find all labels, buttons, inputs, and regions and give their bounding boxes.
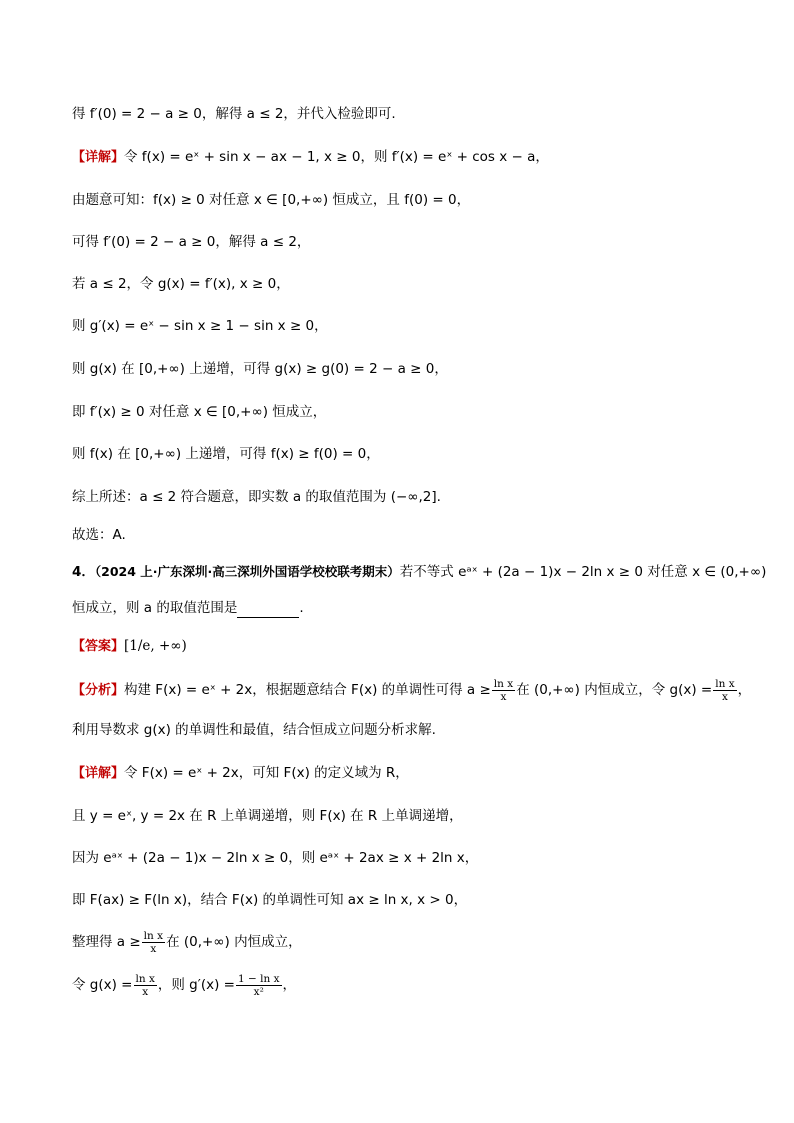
- line-text: 即 f′(x) ≥ 0 对任意 x ∈ [0,+∞) 恒成立，: [72, 404, 327, 420]
- text-line: [72, 930, 302, 955]
- detail-tag: 【详解】: [72, 766, 125, 781]
- text-line: [72, 359, 448, 379]
- line-text: 且 y = eˣ, y = 2x 在 R 上单调递增，则 F(x) 在 R 上单调递增，: [72, 808, 463, 824]
- text-line: [72, 806, 463, 826]
- line-text: 若 a ≤ 2，令 g(x) = f′(x), x ≥ 0，: [72, 276, 290, 292]
- text-line: [72, 720, 436, 740]
- line-text: 整理得 a ≥: [72, 934, 141, 950]
- line-text: ，则 g′(x) =: [157, 977, 235, 993]
- line-text: ，: [737, 682, 752, 698]
- line-text: 则 g(x) 在 [0,+∞) 上递增，可得 g(x) ≥ g(0) = 2 − a ≥ 0，: [72, 361, 448, 377]
- fraction-denominator: x: [150, 943, 157, 955]
- text-line: [72, 274, 290, 294]
- line-text: 由题意可知：f(x) ≥ 0 对任意 x ∈ [0,+∞) 恒成立，且 f(0) = 0，: [72, 192, 471, 208]
- line-text: 令 f(x) = eˣ + sin x − ax − 1, x ≥ 0，则 f′(x) = eˣ + cos x − a，: [124, 149, 549, 165]
- answer-value: [1/e, +∞): [124, 638, 187, 654]
- fraction: [236, 973, 282, 998]
- analysis-line: [72, 678, 751, 703]
- question-text: 若不等式 eᵃˣ + (2a − 1)x − 2ln x ≥ 0 对任意 x ∈ (0,+∞): [399, 564, 767, 580]
- text-line: [72, 104, 396, 124]
- fraction-denominator: x²: [253, 986, 264, 998]
- line-text: 令 g(x) =: [72, 977, 133, 993]
- line-text: ，: [282, 977, 296, 993]
- question-4-header: [72, 562, 766, 582]
- text-line: [72, 848, 478, 868]
- text-line: [72, 525, 126, 545]
- fraction-numerator: ln x: [715, 678, 735, 690]
- text-line: [72, 190, 470, 210]
- line-text: 即 F(ax) ≥ F(ln x)，结合 F(x) 的单调性可知 ax ≥ ln x, x > 0，: [72, 892, 468, 908]
- line-text: 令 F(x) = eˣ + 2x，可知 F(x) 的定义域为 R，: [124, 765, 409, 781]
- question-text: 恒成立，则 a 的取值范围是: [72, 600, 238, 616]
- line-text: 在 (0,+∞) 内恒成立，: [166, 934, 302, 950]
- detail-tag: 【详解】: [72, 150, 125, 165]
- fraction: [142, 930, 165, 955]
- question-source: （2024 上·广东深圳·高三深圳外国语学校校联考期末）: [94, 564, 400, 579]
- line-text: 故选：A.: [72, 527, 126, 543]
- question-end: .: [299, 600, 304, 616]
- fraction-numerator: ln x: [135, 973, 155, 985]
- text-line: [72, 402, 326, 422]
- text-line: [72, 232, 310, 252]
- line-text: 则 f(x) 在 [0,+∞) 上递增，可得 f(x) ≥ f(0) = 0，: [72, 446, 380, 462]
- fraction-denominator: x: [721, 691, 728, 703]
- fraction-numerator: ln x: [143, 930, 164, 942]
- line-text: 在 (0,+∞) 内恒成立，令 g(x) =: [516, 682, 713, 698]
- detail-line: [72, 763, 409, 784]
- text-line: [72, 890, 467, 910]
- line-text: 综上所述：a ≤ 2 符合题意，即实数 a 的取值范围为 (−∞,2].: [72, 489, 441, 505]
- answer-tag: 【答案】: [72, 639, 125, 654]
- answer-blank: [237, 603, 299, 618]
- line-text: 因为 eᵃˣ + (2a − 1)x − 2ln x ≥ 0，则 eᵃˣ + 2ax ≥ x + 2ln x，: [72, 850, 479, 866]
- text-line: [72, 973, 296, 998]
- line-text: 可得 f′(0) = 2 − a ≥ 0，解得 a ≤ 2，: [72, 234, 311, 250]
- analysis-tag: 【分析】: [72, 683, 125, 698]
- fraction-numerator: ln x: [493, 678, 514, 690]
- line-text: 则 g′(x) = eˣ − sin x ≥ 1 − sin x ≥ 0，: [72, 318, 328, 334]
- fraction-denominator: x: [142, 986, 149, 998]
- line-text: 得 f′(0) = 2 − a ≥ 0，解得 a ≤ 2，并代入检验即可.: [72, 106, 396, 122]
- fraction-denominator: x: [500, 691, 507, 703]
- text-line: [72, 444, 380, 464]
- question-number: 4．: [72, 564, 95, 580]
- fraction-numerator: 1 − ln x: [237, 973, 280, 985]
- fraction: [492, 678, 515, 703]
- text-line: [72, 598, 304, 618]
- text-line: [72, 487, 441, 507]
- line-text: 构建 F(x) = eˣ + 2x，根据题意结合 F(x) 的单调性可得 a ≥: [124, 682, 491, 698]
- answer-line: [72, 636, 187, 657]
- fraction: [134, 973, 157, 998]
- text-line: [72, 316, 328, 336]
- fraction: [713, 678, 736, 703]
- text-line: [72, 147, 549, 168]
- line-text: 利用导数求 g(x) 的单调性和最值，结合恒成立问题分析求解.: [72, 722, 436, 738]
